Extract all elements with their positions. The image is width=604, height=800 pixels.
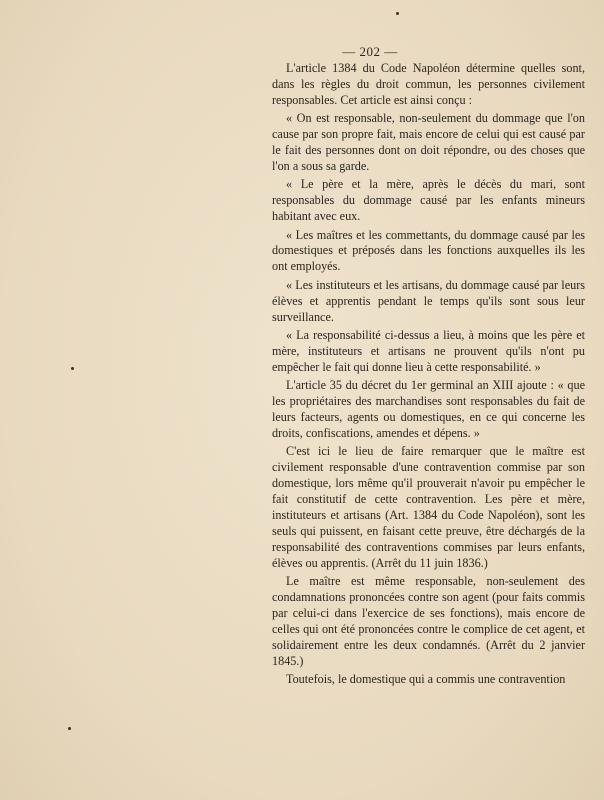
paragraph: Toutefois, le domestique qui a commis une contravention: [286, 672, 566, 687]
paragraph: C'est ici le lieu de faire remarquer que le maître est civilement responsable d'une contravention commise par son domestique, lors même qu'il prouverait n'avoir pu empêcher le fait constitutif de cette contravention. Les père et mère, instituteurs et artisans (Art. 1384 du Code Napoléon), sont les seuls qui puissent, en faisant cette preuve, être déchargés de la responsabilité des contraventions commises par leurs enfants, élèves ou apprentis. (Arrêt du 11 juin 1836.): [272, 444, 585, 570]
ink-speck: [71, 367, 74, 370]
paragraph: L'article 35 du décret du 1er germinal an XIII ajoute : « que les propriétaires des marchandises sont responsables du fait de leurs facteurs, agents ou domestiques, en ce qui concerne les droits, confiscations, amendes et dépens. »: [272, 378, 585, 440]
paragraph: « Le père et la mère, après le décès du mari, sont responsables du dommage causé par les enfants mineurs habitant avec eux.: [272, 177, 585, 224]
paragraph: Le maître est même responsable, non-seulement des condamnations prononcées contre son agent (pour faits commis par celui-ci dans l'exercice de ses fonctions), mais encore de celles qui ont été prononcées contre le complice de cet agent, et solidairement entre les deux condamnés. (Arrêt du 2 janvier 1845.): [272, 574, 585, 668]
page-number: — 202 —: [342, 44, 398, 59]
paragraph: « On est responsable, non-seulement du dommage que l'on cause par son propre fait, mais encore de celui qui est causé par le fait des personnes dont on doit répondre, ou des choses que l'on a sous sa garde.: [272, 111, 585, 173]
paragraph: « Les instituteurs et les artisans, du dommage causé par leurs élèves et apprentis pendant le temps qu'ils sont sous leur surveillance.: [272, 277, 585, 324]
ink-speck: [396, 12, 399, 15]
page-text: [272, 61, 585, 690]
paragraph: « La responsabilité ci-dessus a lieu, à moins que les père et mère, instituteurs et artisans ne prouvent qu'ils n'ont pu empêcher le fait qui donne lieu à cette responsabilité. »: [272, 328, 585, 374]
ink-speck: [68, 727, 71, 730]
paragraph: « Les maîtres et les commettants, du dommage causé par les domestiques et préposés dans les fonctions auxquelles ils les ont employés.: [272, 227, 585, 274]
paragraph: L'article 1384 du Code Napoléon détermine quelles sont, dans les règles du droit commun, les personnes civilement responsables. Cet article est ainsi conçu :: [272, 61, 585, 107]
